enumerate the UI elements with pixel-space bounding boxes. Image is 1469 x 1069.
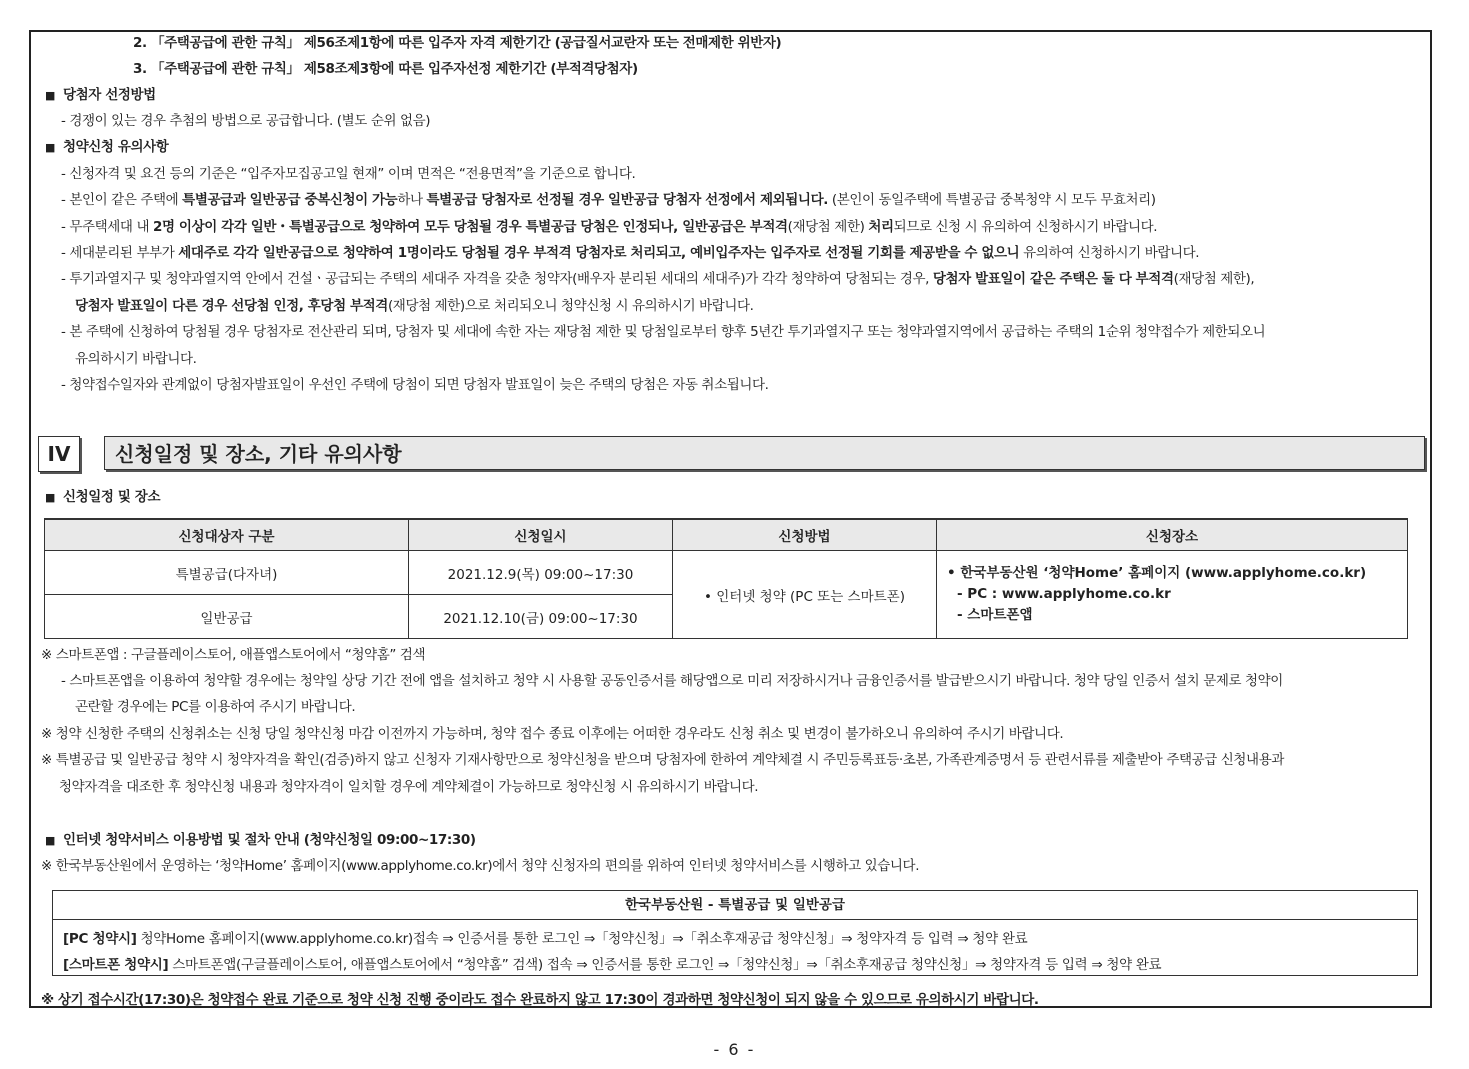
note-smartphone-detail-cont: 곤란할 경우에는 PC를 이용하여 주시기 바랍니다.	[75, 699, 356, 715]
table-header-row	[45, 519, 1408, 551]
procedure-box-title: 한국부동산원 - 특별공급 및 일반공급	[53, 891, 1417, 920]
heading-winner-selection: ■ 당첨자 선정방법	[45, 87, 156, 103]
note-smartphone-detail: - 스마트폰앱을 이용하여 청약할 경우에는 청약일 상당 기간 전에 앱을 설치하고 청약 시 사용할 공동인증서를 해당앱으로 미리 저장하시거나 금융인증서를 발급받으시기 바랍니다. 청약 당일 인증서 설치 문제로 청약이	[61, 673, 1283, 689]
page-number: - 6 -	[713, 1040, 756, 1059]
restriction-item-2: 2. 「주택공급에 관한 규칙」 제56조제1항에 따른 입주자 자격 제한기간 (공급질서교란자 또는 전매제한 위반자)	[133, 35, 782, 51]
heading-internet-service: ■ 인터넷 청약서비스 이용방법 및 절차 안내 (청약신청일 09:00~17:30)	[45, 832, 476, 848]
procedure-box	[52, 890, 1418, 976]
datetime-cell: 2021.12.10(금) 09:00~17:30	[409, 595, 673, 639]
note-smartphone-app: ※ 스마트폰앱 : 구글플레이스토어, 애플앱스토어에서 “청약홈” 검색	[41, 647, 426, 663]
place-line-homepage: • 한국부동산원 ‘청약Home’ 홈페이지 (www.applyhome.co.kr)	[947, 565, 1367, 581]
target-cell: 특별공급(다자녀)	[45, 551, 409, 595]
section-title: 신청일정 및 장소, 기타 유의사항	[104, 436, 1425, 470]
deadline-warning: ※ 상기 접수시간(17:30)은 청약접수 완료 기준으로 청약 신청 진행 중이라도 접수 완료하지 않고 17:30이 경과하면 청약신청이 되지 않을 수 있으므로 유의하시기 바랍니다.	[41, 992, 1039, 1008]
notice-3: - 무주택세대 내 2명 이상이 각각 일반・특별공급으로 청약하여 모두 당첨될 경우 특별공급 당첨은 인정되나, 일반공급은 부적격(재당첨 제한) 처리되므로 신청 시 유의하여 신청하시기 바랍니다.	[61, 219, 1158, 235]
square-bullet-icon: ■	[45, 141, 55, 154]
schedule-table	[44, 518, 1408, 639]
section-number: IV	[38, 436, 80, 472]
note-verification: ※ 특별공급 및 일반공급 청약 시 청약자격을 확인(검증)하지 않고 신청자 기재사항만으로 청약신청을 받으며 당첨자에 한하여 계약체결 시 주민등록표등·초본, 가족관계증명서 등 관련서류를 제출받아 주택공급 신청내용과	[41, 752, 1284, 768]
document-page	[29, 30, 1432, 1008]
datetime-cell: 2021.12.9(목) 09:00~17:30	[409, 551, 673, 595]
notice-5-cont: 당첨자 발표일이 다른 경우 선당첨 인정, 후당첨 부적격(재당첨 제한)으로 처리되오니 청약신청 시 유의하시기 바랍니다.	[75, 298, 754, 314]
target-cell: 일반공급	[45, 595, 409, 639]
col-header-datetime: 신청일시	[409, 519, 673, 551]
notice-2: - 본인이 같은 주택에 특별공급과 일반공급 중복신청이 가능하나 특별공급 당첨자로 선정될 경우 일반공급 당첨자 선정에서 제외됩니다. (본인이 동일주택에 특별공급 중복청약 시 모두 무효처리)	[61, 192, 1156, 208]
note-verification-cont: 청약자격을 대조한 후 청약신청 내용과 청약자격이 일치할 경우에 계약체결이 가능하므로 청약신청 시 유의하시기 바랍니다.	[59, 779, 759, 795]
note-cancellation: ※ 청약 신청한 주택의 신청취소는 신청 당일 청약신청 마감 이전까지 가능하며, 청약 접수 종료 이후에는 어떠한 경우라도 신청 취소 및 변경이 불가하오니 유의하여 주시기 바랍니다.	[41, 726, 1064, 742]
place-cell	[937, 551, 1408, 639]
col-header-method: 신청방법	[673, 519, 937, 551]
notice-4: - 세대분리된 부부가 세대주로 각각 일반공급으로 청약하여 1명이라도 당첨될 경우 부적격 당첨자로 처리되고, 예비입주자는 입주자로 선정될 기회를 제공받을 수 없으니 유의하여 신청하시기 바랍니다.	[61, 245, 1200, 261]
square-bullet-icon: ■	[45, 89, 55, 102]
notice-7: - 청약접수일자와 관계없이 당첨자발표일이 우선인 주택에 당첨이 되면 당첨자 발표일이 늦은 주택의 당첨은 자동 취소됩니다.	[61, 377, 769, 393]
place-line-pc: - PC : www.applyhome.co.kr	[957, 586, 1171, 602]
heading-schedule: ■ 신청일정 및 장소	[45, 489, 161, 505]
table-row	[45, 551, 1408, 595]
procedure-mobile: [스마트폰 청약시] 스마트폰앱(구글플레이스토어, 애플앱스토어에서 “청약홈” 검색) 접속 ⇒ 인증서를 통한 로그인 ⇒「청약신청」⇒「취소후재공급 청약신청」⇒ 청약자격 등 입력 ⇒ 청약 완료	[63, 957, 1162, 973]
method-cell: • 인터넷 청약 (PC 또는 스마트폰)	[673, 551, 937, 639]
notice-1: - 신청자격 및 요건 등의 기준은 “입주자모집공고일 현재” 이며 면적은 “전용면적”을 기준으로 합니다.	[61, 166, 636, 182]
heading-application-notice: ■ 청약신청 유의사항	[45, 139, 169, 155]
notice-6-cont: 유의하시기 바랍니다.	[75, 351, 197, 367]
selection-method-text: - 경쟁이 있는 경우 추첨의 방법으로 공급합니다. (별도 순위 없음)	[61, 113, 431, 129]
notice-5: - 투기과열지구 및 청약과열지역 안에서 건설ㆍ공급되는 주택의 세대주 자격을 갖춘 청약자(배우자 분리된 세대의 세대주)가 각각 청약하여 당첨되는 경우, 당첨자 발표일이 같은 주택은 둘 다 부적격(재당첨 제한),	[61, 271, 1255, 287]
col-header-place: 신청장소	[937, 519, 1408, 551]
internet-intro: ※ 한국부동산원에서 운영하는 ‘청약Home’ 홈페이지(www.applyhome.co.kr)에서 청약 신청자의 편의를 위하여 인터넷 청약서비스를 시행하고 있습니다.	[41, 858, 920, 874]
place-line-app: - 스마트폰앱	[957, 607, 1033, 623]
notice-6: - 본 주택에 신청하여 당첨될 경우 당첨자로 전산관리 되며, 당첨자 및 세대에 속한 자는 재당첨 제한 및 당첨일로부터 향후 5년간 투기과열지구 또는 청약과열지역에서 공급하는 주택의 1순위 청약접수가 제한되오니	[61, 324, 1266, 340]
col-header-target: 신청대상자 구분	[45, 519, 409, 551]
procedure-pc: [PC 청약시] 청약Home 홈페이지(www.applyhome.co.kr)접속 ⇒ 인증서를 통한 로그인 ⇒「청약신청」⇒「취소후재공급 청약신청」⇒ 청약자격 등 입력 ⇒ 청약 완료	[63, 931, 1028, 947]
restriction-item-3: 3. 「주택공급에 관한 규칙」 제58조제3항에 따른 입주자선정 제한기간 (부적격당첨자)	[133, 61, 638, 77]
section-header	[38, 436, 1429, 472]
square-bullet-icon: ■	[45, 834, 55, 847]
square-bullet-icon: ■	[45, 491, 55, 504]
